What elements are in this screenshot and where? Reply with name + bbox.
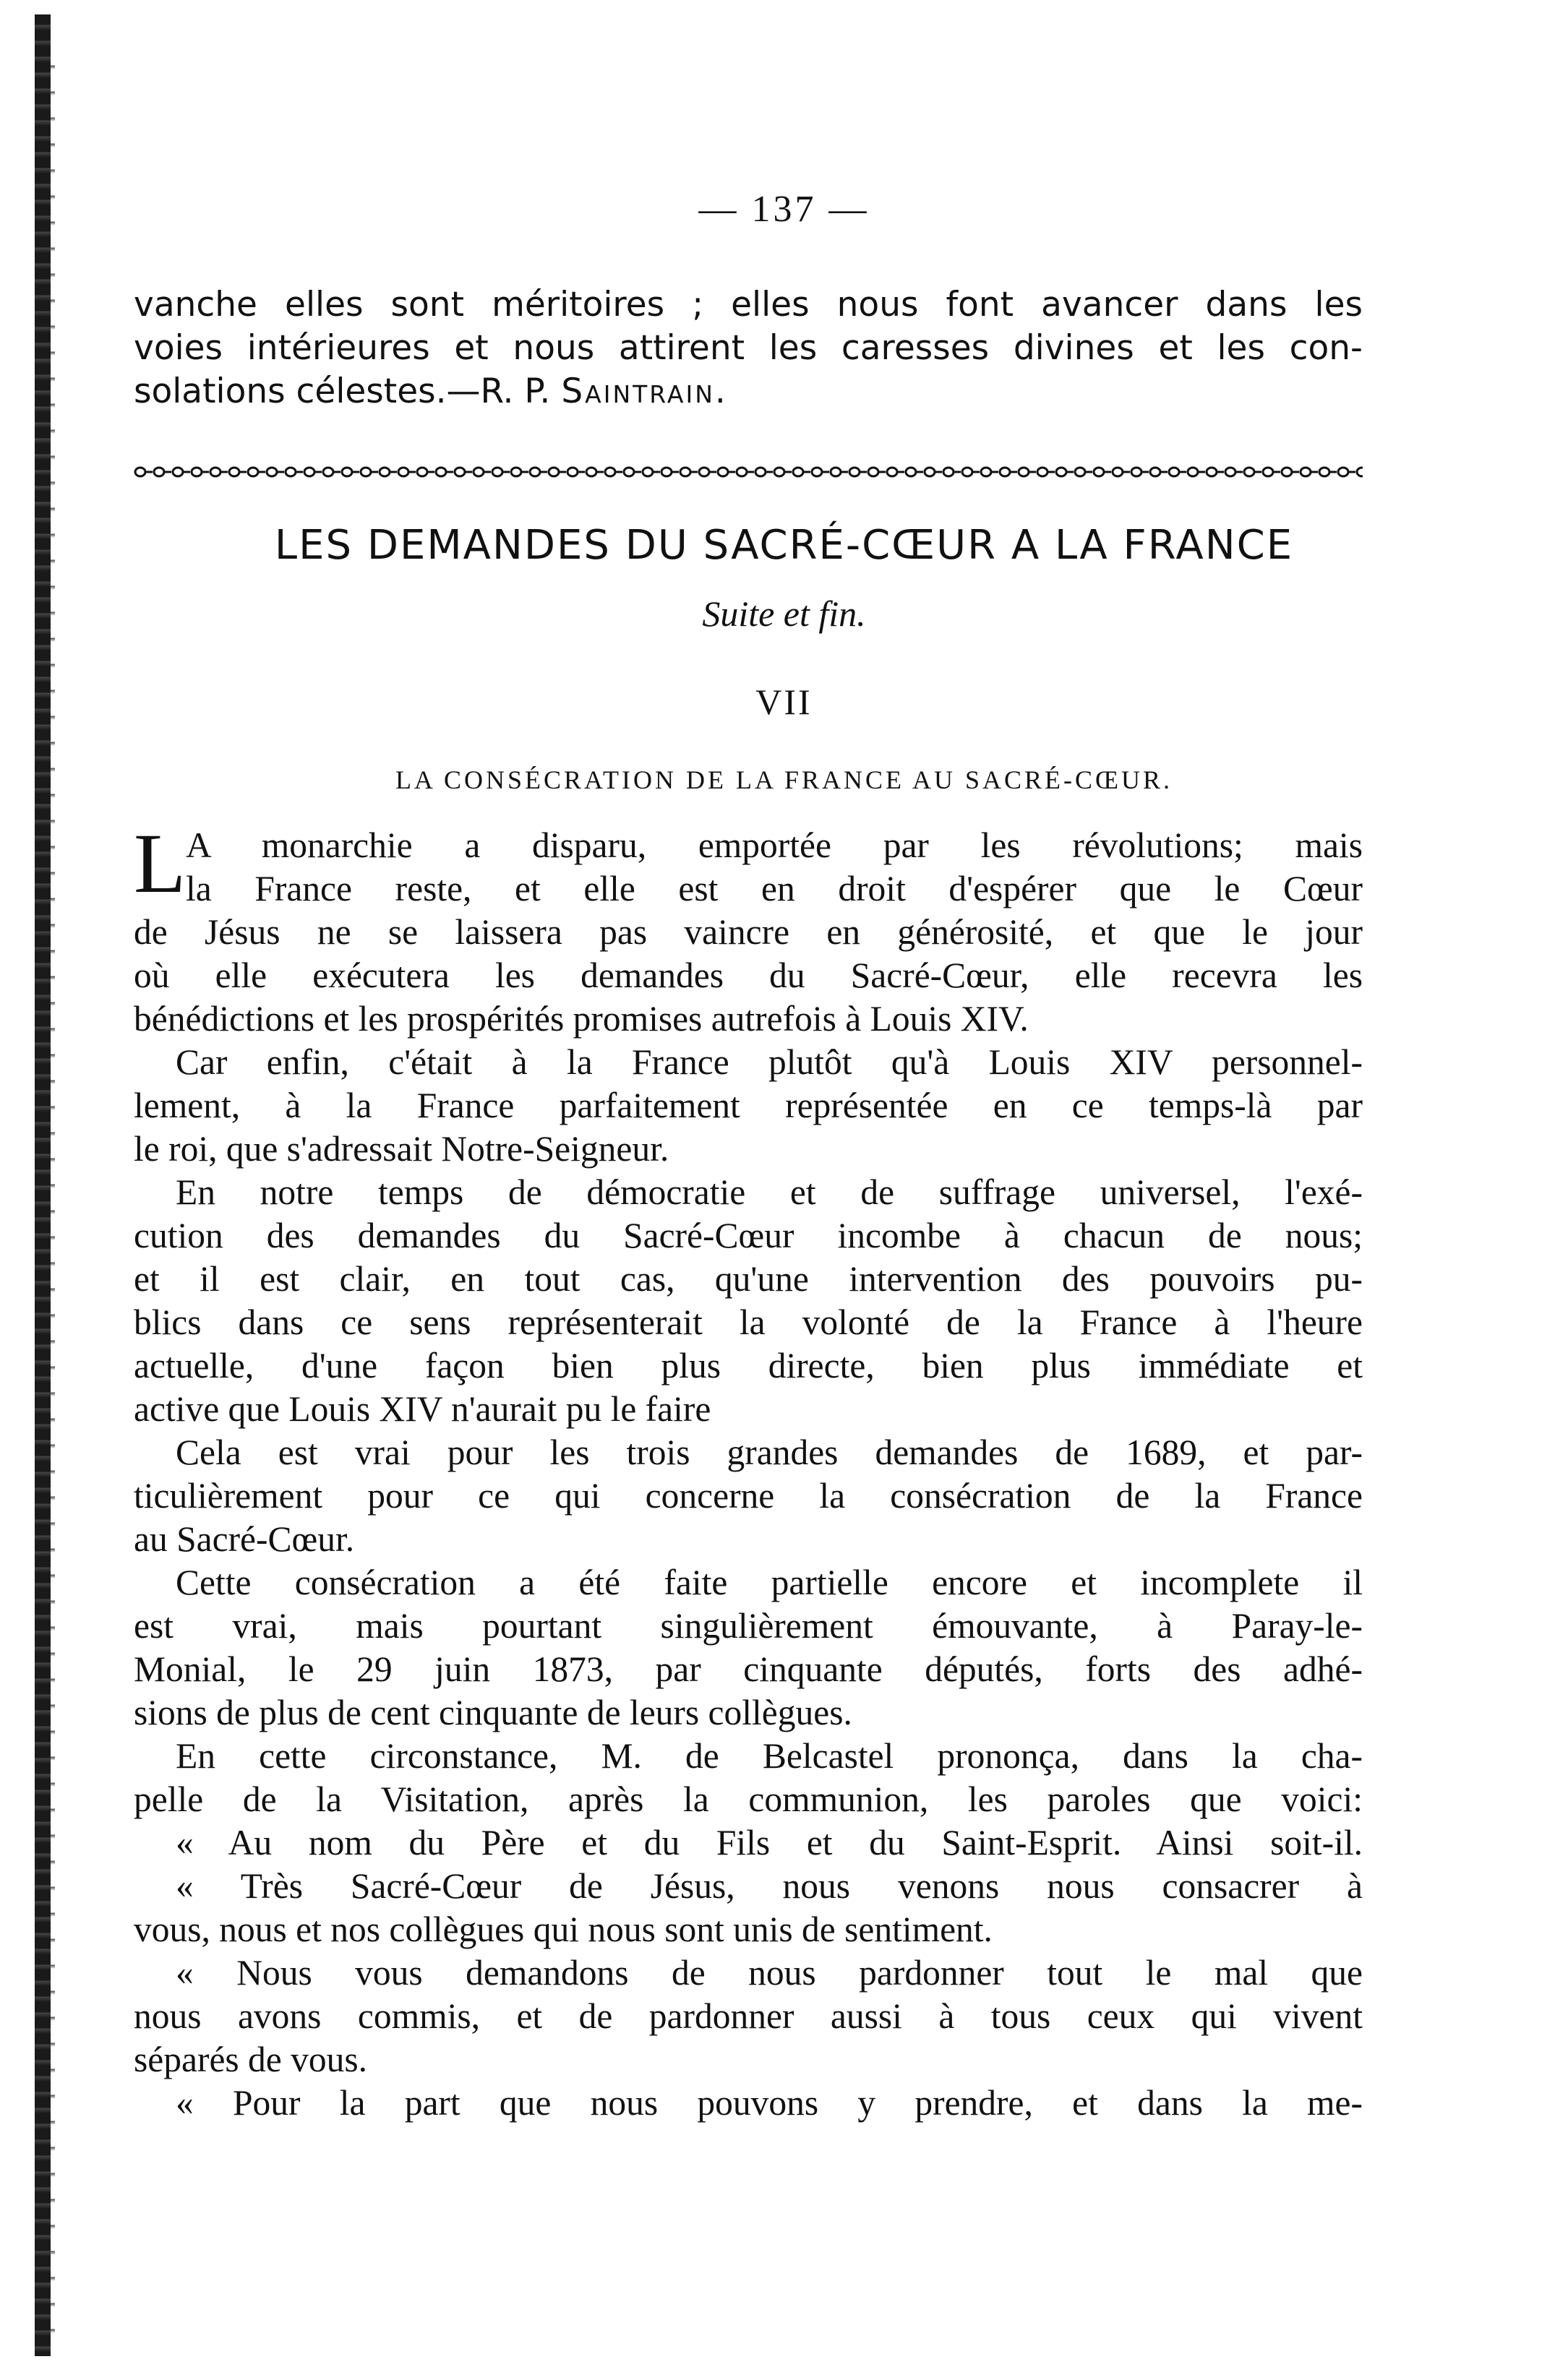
section-number: VII [755, 682, 813, 722]
text-line: « Nous vous demandons de nous pardonner tout le mal que [176, 1953, 1363, 1993]
article-subtitle: Suite et fin. [702, 593, 866, 634]
paragraph [134, 1821, 1363, 1865]
text-line: le roi, que s'adressait Notre-Seigneur. [134, 1129, 669, 1169]
text-line: « Au nom du Père et du Fils et du Saint-Esprit. Ainsi soit-il. [176, 1823, 1363, 1863]
text-line: Cette consécration a été faite partielle encore et incomplete il [176, 1563, 1363, 1602]
text-line: « Pour la part que nous pouvons y prendre, et dans la me- [176, 2083, 1363, 2123]
drop-cap: L [134, 816, 187, 911]
text-line: nous avons commis, et de pardonner aussi à tous ceux qui vivent [134, 1996, 1363, 2036]
text-line: voies intérieures et nous attirent les caresses divines et les con- [134, 328, 1363, 368]
text-line [134, 370, 1363, 413]
text-line: actuelle, d'une façon bien plus directe, bien plus immédiate et [134, 1346, 1363, 1386]
text-line: Cela est vrai pour les trois grandes demandes de 1689, et par- [176, 1432, 1363, 1472]
text-line: pelle de la Visitation, après la communion, les paroles que voici: [134, 1779, 1363, 1819]
text-line: au Sacré-Cœur. [134, 1519, 355, 1559]
book-binding-edge [35, 14, 51, 2356]
paragraph [134, 816, 1363, 1041]
paragraph [134, 2082, 1363, 2125]
body-text [134, 816, 1363, 2125]
text-line-content: solations célestes.—R. P. [134, 371, 562, 411]
paragraph [134, 1951, 1363, 2082]
paragraph [134, 1431, 1363, 1561]
text-line: blics dans ce sens représenterait la volonté de la France à l'heure [134, 1302, 1363, 1342]
paragraph [134, 1041, 1363, 1171]
text-line: A monarchie a disparu, emportée par les révolutions; mais [186, 825, 1363, 865]
text-line: séparés de vous. [134, 2040, 368, 2079]
paragraph [134, 1171, 1363, 1431]
text-line: de Jésus ne se laissera pas vaincre en générosité, et que le jour [134, 912, 1363, 952]
text-line: sions de plus de cent cinquante de leurs collègues. [134, 1693, 852, 1732]
text-line: En notre temps de démocratie et de suffrage universel, l'exé- [176, 1172, 1363, 1212]
text-line: vanche elles sont méritoires ; elles nous font avancer dans les [134, 285, 1363, 325]
page-edge-shadow [51, 43, 55, 2342]
ornamental-chain-rule [134, 464, 1363, 480]
text-line: « Très Sacré-Cœur de Jésus, nous venons nous consacrer à [176, 1866, 1363, 1906]
text-line: En cette circonstance, M. de Belcastel prononça, dans la cha- [176, 1736, 1363, 1776]
text-line: ticulièrement pour ce qui concerne la consécration de la France [134, 1476, 1363, 1516]
text-line: active que Louis XIV n'aurait pu le faire [134, 1389, 711, 1429]
paragraph [134, 1865, 1363, 1951]
section-title: LA CONSÉCRATION DE LA FRANCE AU SACRÉ-CŒUR. [395, 765, 1173, 794]
intro-paragraph [134, 283, 1363, 413]
author-name: Saintrain. [561, 371, 728, 411]
text-line: bénédictions et les prospérités promises autrefois à Louis XIV. [134, 999, 1029, 1039]
text-line: Monial, le 29 juin 1873, par cinquante députés, forts des adhé- [134, 1649, 1363, 1689]
text-line: Car enfin, c'était à la France plutôt qu'à Louis XIV personnel- [176, 1042, 1363, 1082]
text-line: la France reste, et elle est en droit d'espérer que le Cœur [186, 869, 1363, 908]
text-line: lement, à la France parfaitement représentée en ce temps-là par [134, 1086, 1363, 1125]
text-line: cution des demandes du Sacré-Cœur incombe à chacun de nous; [134, 1216, 1363, 1255]
text-line: où elle exécutera les demandes du Sacré-Cœur, elle recevra les [134, 955, 1363, 995]
text-line: est vrai, mais pourtant singulièrement émouvante, à Paray-le- [134, 1606, 1363, 1646]
page-number: — 137 — [698, 189, 870, 230]
text-line: vous, nous et nos collègues qui nous sont unis de sentiment. [134, 1909, 993, 1949]
text-line: et il est clair, en tout cas, qu'une intervention des pouvoirs pu- [134, 1259, 1363, 1299]
article-title: LES DEMANDES DU SACRÉ-CŒUR A LA FRANCE [274, 522, 1294, 569]
paragraph [134, 1735, 1363, 1821]
paragraph [134, 1561, 1363, 1735]
